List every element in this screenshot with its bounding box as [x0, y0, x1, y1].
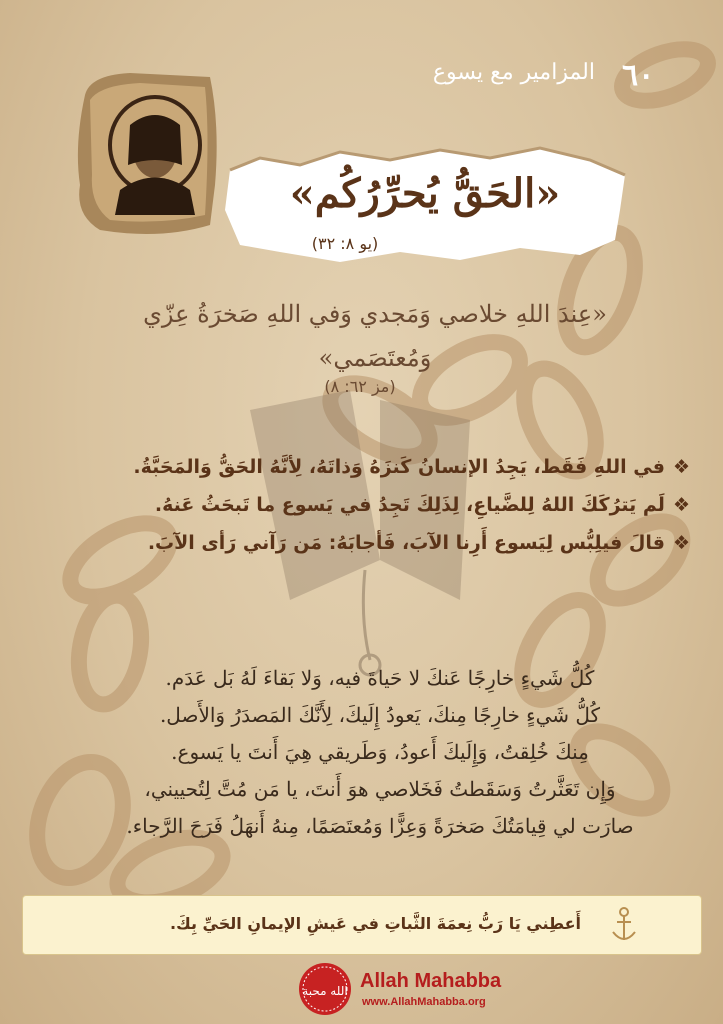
jesus-icon	[70, 65, 230, 245]
page-number: ٦٠	[622, 58, 655, 93]
book-title: المزامير مع يسوع	[432, 60, 595, 85]
poem-line: مِنكَ خُلِقتُ، وَإِلَيكَ أَعودُ، وَطَريقي هِيَ أَنتَ يا يَسوع.	[171, 740, 589, 764]
logo-mark-text: الله محبة	[302, 984, 348, 998]
poem-line: كُلُّ شَيءٍ خارِجًا عَنكَ لا حَياةَ فيه، وَلا بَقاءَ لَهُ بَل عَدَم.	[165, 666, 595, 690]
star-bullet-icon: ❖	[672, 532, 690, 554]
anchor-icon	[609, 906, 639, 946]
poem-line: كُلُّ شَيءٍ خارِجًا مِنكَ، يَعودُ إِلَيكَ، لِأَنَّكَ المَصدَرُ وَالأَصل.	[159, 703, 601, 727]
poem-line: وَإِن تَعَثَّرتُ وَسَقَطتُ فَخَلاصي هوَ أَنتَ، يا مَن مُتَّ لِتُحييني،	[144, 777, 616, 801]
reflection-list	[80, 448, 690, 562]
prayer-box	[22, 895, 702, 955]
list-item: ❖لَم يَترُكَكَ اللهُ لِلضَّياعِ، لِذَلِكَ تَجِدُ في يَسوع ما تَبحَثُ عَنهُ.	[154, 494, 690, 516]
psalm-verse	[55, 292, 695, 380]
poem-line: صارَت لي قِيامَتُكَ صَخرَةً وَعِزًّا وَمُعتَصَمًا، مِنهُ أَنهَلُ فَرَحَ الرَّجاء.	[126, 814, 634, 838]
logo-name[interactable]: Allah Mahabba	[360, 970, 502, 992]
prayer-poem	[60, 660, 700, 845]
star-bullet-icon: ❖	[672, 456, 690, 478]
verse-line-2: وَمُعتَصَمي»	[318, 344, 432, 372]
allah-mahabba-logo-icon[interactable]	[298, 962, 352, 1016]
verse-reference: (مز ٦٢: ٨)	[324, 377, 396, 396]
prayer-text: أَعطِني يَا رَبُّ نِعمَةَ الثَّباتِ في عَيشِ الإيمانِ الحَيِّ بِكَ.	[170, 914, 581, 933]
star-bullet-icon: ❖	[672, 494, 690, 516]
main-title: «الحَقُّ يُحرِّرُكُم»	[289, 170, 561, 217]
logo-url-link[interactable]: www.AllahMahabba.org	[362, 996, 486, 1008]
list-item: ❖في اللهِ فَقَط، يَجِدُ الإنسانُ كَنزَهُ وَذاتَهُ، لِأنَّهُ الحَقُّ وَالمَحَبَّةُ.	[133, 456, 690, 478]
title-reference: (يو ٨: ٣٢)	[311, 234, 379, 253]
list-item: ❖قالَ فيلِبُّس لِيَسوع أَرِنا الآبَ، فَأجابَهُ: مَن رَآني رَأى الآبَ.	[147, 532, 690, 554]
verse-line-1: «عِندَ اللهِ خلاصي وَمَجدي وَفي اللهِ صَخرَةُ عِزّي	[143, 300, 607, 328]
